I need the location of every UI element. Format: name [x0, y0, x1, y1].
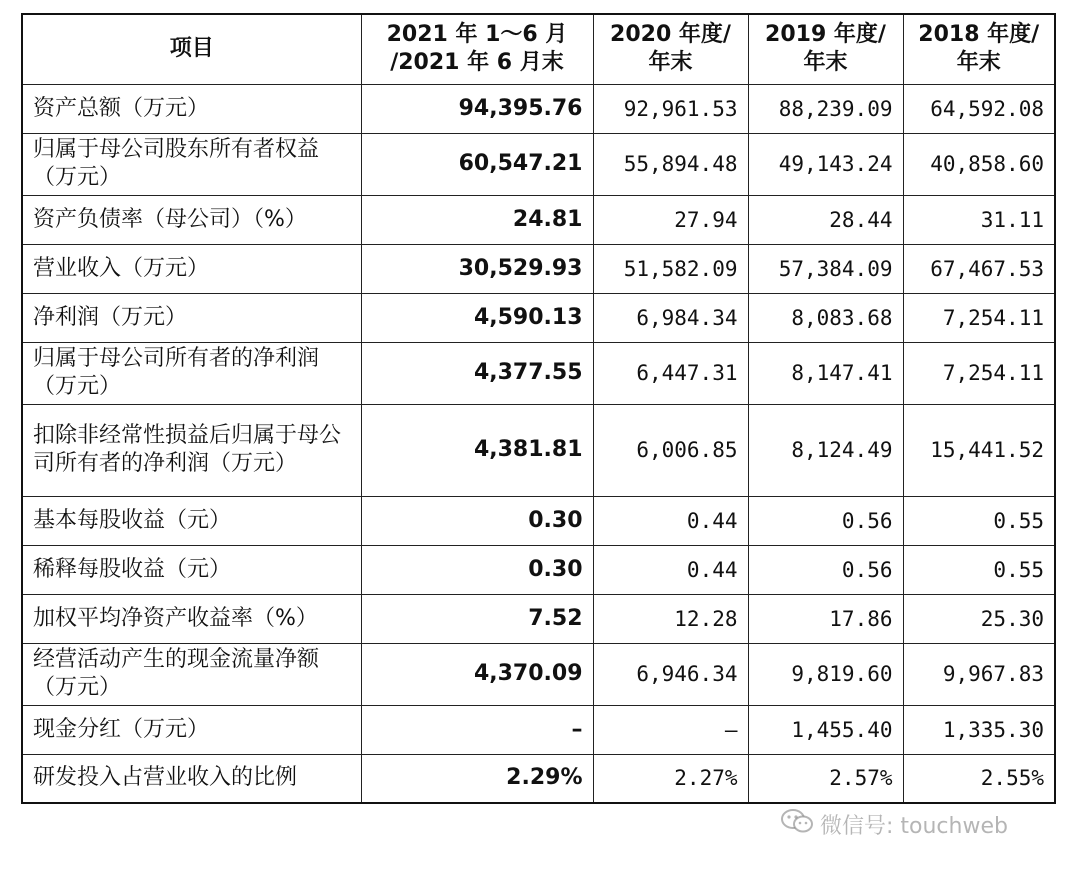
- value-cell: 64,592.08: [903, 84, 1055, 133]
- row-label: 净利润（万元）: [22, 293, 361, 342]
- value-cell: 12.28: [593, 594, 748, 643]
- value-2021h1: 0.30: [361, 496, 593, 545]
- value-2021h1: 94,395.76: [361, 84, 593, 133]
- value-2021h1: 7.52: [361, 594, 593, 643]
- value-cell: 51,582.09: [593, 244, 748, 293]
- value-cell: 0.56: [748, 496, 903, 545]
- value-cell: 2.27%: [593, 754, 748, 803]
- table-row: [22, 293, 1055, 342]
- value-cell: 7,254.11: [903, 342, 1055, 404]
- table-row: [22, 594, 1055, 643]
- row-label: 现金分红（万元）: [22, 705, 361, 754]
- header-2021h1: 2021 年 1～6 月 /2021 年 6 月末: [361, 14, 593, 84]
- header-row: [22, 14, 1055, 84]
- header-item: 项目: [22, 14, 361, 84]
- value-2021h1: 2.29%: [361, 754, 593, 803]
- table-row: [22, 545, 1055, 594]
- value-2021h1: –: [361, 705, 593, 754]
- value-cell: 6,006.85: [593, 404, 748, 496]
- value-cell: 0.44: [593, 545, 748, 594]
- value-2021h1: 60,547.21: [361, 133, 593, 195]
- watermark: [780, 806, 1008, 842]
- value-cell: 8,124.49: [748, 404, 903, 496]
- header-2018: 2018 年度/ 年末: [903, 14, 1055, 84]
- header-2019: 2019 年度/ 年末: [748, 14, 903, 84]
- value-cell: 0.44: [593, 496, 748, 545]
- value-cell: 0.55: [903, 496, 1055, 545]
- value-cell: 31.11: [903, 195, 1055, 244]
- value-2021h1: 4,370.09: [361, 643, 593, 705]
- row-label: 资产负债率（母公司）（%）: [22, 195, 361, 244]
- table-body: [22, 84, 1055, 803]
- row-label: 基本每股收益（元）: [22, 496, 361, 545]
- value-cell: 49,143.24: [748, 133, 903, 195]
- value-cell: 1,335.30: [903, 705, 1055, 754]
- value-cell: 88,239.09: [748, 84, 903, 133]
- value-cell: 1,455.40: [748, 705, 903, 754]
- table-row: [22, 404, 1055, 496]
- value-cell: 27.94: [593, 195, 748, 244]
- value-cell: 9,967.83: [903, 643, 1055, 705]
- watermark-text: 微信号: touchweb: [820, 813, 1008, 839]
- row-label: 扣除非经常性损益后归属于母公司所有者的净利润（万元）: [22, 404, 361, 496]
- financial-summary-table: [21, 13, 1056, 804]
- row-label: 归属于母公司股东所有者权益（万元）: [22, 133, 361, 195]
- row-label: 研发投入占营业收入的比例: [22, 754, 361, 803]
- value-cell: 15,441.52: [903, 404, 1055, 496]
- value-cell: 55,894.48: [593, 133, 748, 195]
- value-cell: 2.55%: [903, 754, 1055, 803]
- value-cell: 28.44: [748, 195, 903, 244]
- value-cell: 92,961.53: [593, 84, 748, 133]
- value-cell: 40,858.60: [903, 133, 1055, 195]
- table-row: [22, 342, 1055, 404]
- table-row: [22, 705, 1055, 754]
- value-2021h1: 24.81: [361, 195, 593, 244]
- value-2021h1: 4,377.55: [361, 342, 593, 404]
- value-cell: 2.57%: [748, 754, 903, 803]
- value-cell: 9,819.60: [748, 643, 903, 705]
- table-row: [22, 754, 1055, 803]
- row-label: 归属于母公司所有者的净利润（万元）: [22, 342, 361, 404]
- value-2021h1: 30,529.93: [361, 244, 593, 293]
- table-row: [22, 244, 1055, 293]
- value-cell: 8,147.41: [748, 342, 903, 404]
- table-row: [22, 643, 1055, 705]
- value-cell: 25.30: [903, 594, 1055, 643]
- value-cell: 17.86: [748, 594, 903, 643]
- value-cell: 0.55: [903, 545, 1055, 594]
- value-cell: 6,984.34: [593, 293, 748, 342]
- wechat-icon: [780, 807, 814, 841]
- value-cell: 0.56: [748, 545, 903, 594]
- row-label: 经营活动产生的现金流量净额（万元）: [22, 643, 361, 705]
- value-2021h1: 4,590.13: [361, 293, 593, 342]
- table-row: [22, 496, 1055, 545]
- value-cell: –: [593, 705, 748, 754]
- value-2021h1: 0.30: [361, 545, 593, 594]
- table-row: [22, 84, 1055, 133]
- table-row: [22, 195, 1055, 244]
- value-cell: 7,254.11: [903, 293, 1055, 342]
- row-label: 营业收入（万元）: [22, 244, 361, 293]
- row-label: 稀释每股收益（元）: [22, 545, 361, 594]
- value-2021h1: 4,381.81: [361, 404, 593, 496]
- table-row: [22, 133, 1055, 195]
- row-label: 加权平均净资产收益率（%）: [22, 594, 361, 643]
- value-cell: 57,384.09: [748, 244, 903, 293]
- value-cell: 6,946.34: [593, 643, 748, 705]
- value-cell: 67,467.53: [903, 244, 1055, 293]
- row-label: 资产总额（万元）: [22, 84, 361, 133]
- header-2020: 2020 年度/ 年末: [593, 14, 748, 84]
- value-cell: 6,447.31: [593, 342, 748, 404]
- value-cell: 8,083.68: [748, 293, 903, 342]
